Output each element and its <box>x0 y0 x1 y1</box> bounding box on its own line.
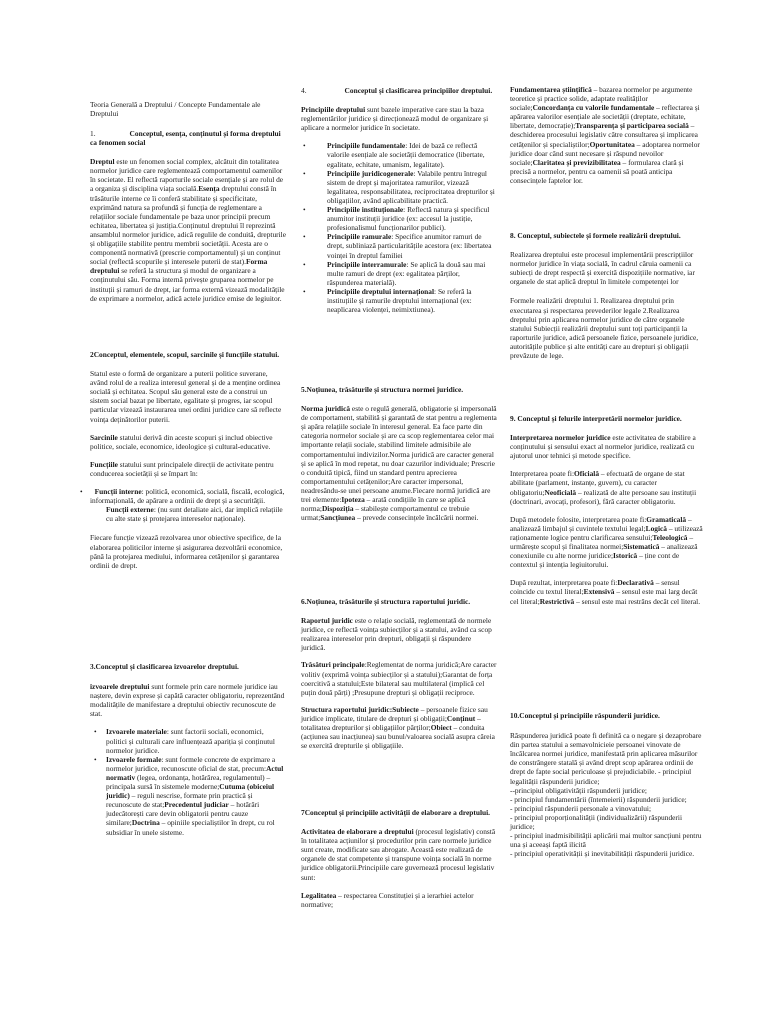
text-span: : Se aplică la două sau mai multe ramuri de drept (ex: egalitatea părților, răspunderea materială). <box>327 259 486 287</box>
term-activitatea: Activitatea de elaborare a dreptului <box>301 827 414 837</box>
section-8-heading: 8. Conceptul, subiectele și formele realizării dreptului. <box>510 231 681 240</box>
section-1-title: Conceptul, esența, conținutul și forma dreptului ca fenomen social <box>90 129 281 148</box>
section-2-heading: 2Conceptul, elementele, scopul, sarcinile și funcțiile statului. <box>90 350 280 359</box>
text-span: Fundamentarea științifică <box>510 85 592 94</box>
text-span: Sancțiunea <box>320 513 356 523</box>
text-span: Principiile instituționale <box>327 205 404 215</box>
text-span: statului derivă din aceste scopuri și includ obiective politice, sociale, economice, ideologice și cultural-educative. <box>90 432 273 451</box>
principle-line: - principiul fundamentării (întemeierii) răspunderii juridice; <box>510 794 687 804</box>
section-6-heading: 6.Noțiunea, trăsăturile și structura raportului juridic. <box>301 597 471 606</box>
section-5-paragraph <box>301 404 497 522</box>
text-span: Funcții externe <box>106 505 154 515</box>
section-1-number: 1. <box>90 129 96 138</box>
text-span: Actul normativ <box>106 763 284 782</box>
text-span: : Valabile pentru întregul sistem de drept și majoritatea ramurilor, vizează legalitatea, responsabilitatea, reciprocitatea drepturilor și obligațiilor, având aplicabilitate practică. <box>327 168 495 205</box>
section-3-paragraph <box>90 682 286 718</box>
text-span: – hotărâri judecătorești care devin obligatorii pentru cauze similare; <box>106 800 260 828</box>
text-span: Principiile fundamentale <box>327 141 406 151</box>
text-span: Trăsături principale <box>301 660 365 670</box>
text-span: Declarativă <box>617 578 654 588</box>
term-esenta: Esența <box>198 184 220 194</box>
section-5-heading: 5.Noțiunea, trăsăturile și structura normei juridice. <box>301 385 464 394</box>
text-span: • <box>303 168 306 178</box>
text-span: Ipoteza <box>341 495 365 505</box>
section-7-paragraph-1 <box>301 827 497 882</box>
section-2-paragraph-4: Fiecare funcție vizează rezolvarea unor obiective specifice, de la elaborarea politicilor interne și asigurarea dezvoltării economice, până la protejarea mediului, informarea cetățenilor și garantarea ordinii de drept. <box>90 533 283 570</box>
text-span: – arată condițiile în care se aplică norma; <box>301 495 466 514</box>
text-span: După metodele folosite, interpretarea poate fi: <box>510 514 647 524</box>
text-span: – prevede consecințele încălcării normei. <box>355 513 479 523</box>
text-span: Gramaticală <box>646 514 687 524</box>
section-8-paragraph-2: Formele realizării dreptului 1. Realizarea dreptului prin executarea și respectarea prevederilor legale 2.Realizarea dreptului prin aplicarea normelor juridice de către organele statului Subiecții realizării dreptului sunt toți participanții la raporturile juridice, adică persoanele fizice, persoanele juridice, autoritățile publice și alte entități care au drepturi și obligații prevăzute de lege. <box>510 296 699 361</box>
text-span: Teleologică <box>652 532 688 542</box>
term-izvoarele: izvoarele dreptului <box>90 682 150 692</box>
principles-list-item <box>301 169 497 205</box>
functions-list-item <box>90 505 286 523</box>
section-8 <box>510 231 706 360</box>
principle-line: --principiul obligativității răspunderii juridice; <box>510 785 647 795</box>
section-10-paragraph: Răspunderea juridică poate fi definită ca o negare și dezaprobare din partea statului a semavolnicieie persoanei vinovate de încălcarea normei juridice, manifestată prin aplicarea măsurilor de constrângere statală și având drept scop apărarea ordinii de drept de fapte social periculoase și prejudiciabile. - principiul legalității răspunderii juridice; <box>510 731 702 786</box>
term-principiile: Principiile dreptului <box>301 105 366 115</box>
text-span: • <box>303 259 306 269</box>
section-4-paragraph <box>301 105 497 132</box>
text-span: Extensivă <box>583 587 615 597</box>
text-span: Principiile interramurale <box>327 259 407 269</box>
section-7-heading: 7Conceptul și principiile activității de elaborare a dreptului. <box>301 808 491 817</box>
text-span: – reflectarea și apărarea valorilor esențiale ale societății (dreptate, echitate, libertate, democrație); <box>510 103 700 131</box>
text-span: Dispoziția <box>321 504 354 514</box>
principle-line: - principiul răspunderii personale a vinovatului; <box>510 803 651 813</box>
text-span: • <box>303 205 306 215</box>
section-3-heading: 3.Conceptul și clasificarea izvoarelor dreptului. <box>90 662 239 671</box>
section-2-paragraph-3 <box>90 460 286 478</box>
text-span: Transparența și participarea socială <box>575 121 689 131</box>
text-span: : Se referă la instituțiile și ramurile dreptului internațional (ex: neaplicarea violenței, neimixtiunea). <box>327 286 472 315</box>
text-span: : politică, economică, socială, fiscală, ecologică, informațională, de apărare a ordinii de drept și a securității. <box>90 487 285 506</box>
text-span: statului sunt principalele direcții de activitate pentru conducerea societății și se împart în: <box>90 459 274 478</box>
text-span: – sensul este mai restrâns decât cel literal. <box>574 596 701 606</box>
text-span: Sistematică <box>623 542 660 552</box>
term-forma: Forma dreptului <box>90 257 268 276</box>
text-span: – totalitatea drepturilor și obligațiilor părților; <box>301 713 481 733</box>
text-span: (procesul legislativ) constă în totalitatea acțiunilor și procedurilor prin care normele juridice sunt create, modificate sau abrogate. Această este realizată de organele de stat competente și transpune voința socială în norme juridice obligatorii.Principiile care guvernează procesul legislativ sunt: <box>301 827 496 882</box>
section-9-paragraph-2 <box>510 469 706 505</box>
text-span: – respectarea Constituției și a ierarhiei actelor normative; <box>301 890 474 909</box>
section-9-paragraph-1 <box>510 433 706 460</box>
section-2-paragraph-2 <box>90 433 286 451</box>
text-span: este o relație socială, reglementată de normele juridice, ce reflectă voința subiecților și a statului, având ca scop realizarea intereselor prin drepturi, obligații și răspundere juridică. <box>301 616 492 653</box>
text-span: Precedentul judiciar <box>164 800 229 810</box>
text-span: : Idei de bază ce reflectă valorile esențiale ale societății democratice (libertate, egalitate, echitate, umanism, legalitate). <box>327 141 485 169</box>
text-span: Principiile ramurale <box>327 232 392 242</box>
section-4 <box>301 86 497 314</box>
text-span: – sensul coincide cu textul literal; <box>510 578 680 597</box>
text-span: – analizează limbajul și cuvintele textului legal; <box>510 514 692 533</box>
text-span: – urmărește scopul și finalitatea normei; <box>510 532 694 552</box>
text-span: Logică <box>645 523 668 533</box>
text-span: După rezultat, interpretarea poate fi: <box>510 578 618 588</box>
text-span: – adoptarea normelor juridice doar când sunt necesare și răspund nevoilor sociale; <box>510 139 700 167</box>
section-9-heading: 9. Conceptul și felurile interpretării normelor juridice. <box>510 414 682 423</box>
text-span: Funcții interne <box>94 487 142 497</box>
text-span: este activitatea de stabilire a conținutului și sensului exact al normelor juridice, realizată cu ajutorul unor tehnici și metode specifice. <box>510 433 696 461</box>
text-span: Oportunitatea <box>589 139 635 149</box>
document-title: Teoria Generală a Dreptului / Concepte Fundamentale ale Dreptului <box>90 100 261 119</box>
text-span: : Reflectă natura și specificul anumitor instituții juridice (ex: accesul la justiție, profesionalismul funcționarilor publici). <box>327 205 490 233</box>
text-span: – conduita (acțiunea sau inacțiunea) sau bunul/valoarea socială asupra căreia se exercită drepturile și obligațiile. <box>301 723 495 751</box>
section-10-heading: 10.Conceptul și principiile răspunderii juridice. <box>510 711 660 720</box>
legislative-principles-paragraph <box>510 85 706 185</box>
section-4-number: 4. <box>301 86 307 95</box>
text-span: : sunt formele concrete de exprimare a normelor juridice, recunoscute oficial de stat, precum: <box>106 754 276 773</box>
section-3 <box>90 662 286 837</box>
term-functiile: Funcțiile <box>90 459 118 469</box>
section-6 <box>301 597 497 750</box>
text-span: • <box>303 141 306 151</box>
text-span: sunt formele prin care normele juridice iau naștere, devin exprese și capătă caracter obligatoriu, reprezentând modalitățile de manifestare a dreptului obiectiv recunoscute de stat. <box>90 682 285 719</box>
sources-list-item: • Izvoarele formale: sunt formele concrete de exprimare a normelor juridice, recunoscute oficial de stat, precum:Actul normativ (legea, ordonanța, hotărârea, regulamentul) – principala sursă în sistemele moderne;Cutuma (obiceiul juridic) – reguli nescrise, formate prin practică și recunoscute de stat;Precedentul judiciar – hotărâri judecătorești care devin obligatorii pentru cauze similare;Doctrina – opiniile specialiștilor în drept, cu rol subsidiar în unele sisteme. <box>94 754 284 837</box>
text-span: este o regulă generală, obligatorie și impersonală de comportament, stabilită și garantată de stat pentru a reglementa și apăra relațiile sociale în interesul general. Ea face parte din categoria normelor sociale și are ca scop reglementarea celor mai importante relații sociale, stabilind limitele admisibile ale comportamentului indivizilor.Norma juridică are caracter general și se aplică în mod repetat, nu doar cazurilor individuale; Prescrie o conduită tipică, fiind un standard pentru aprecierea comportamentului cetățenilor;Are caracter impersonal, neadresându-se unei persoane anume.Fiecare normă juridică are trei elemente: <box>301 404 497 505</box>
section-7-paragraph-2 <box>301 891 497 909</box>
section-8-paragraph-1: Realizarea dreptului este procesul implementării prescripțiilor normelor juridice în viața socială, în cadrul căruia oamenii ca subiecți de drept respectă și exercită dispozițiile normative, iar organele de stat aplică dreptul în limitele competenței lor <box>510 250 695 287</box>
text-span: sunt bazele imperative care stau la baza reglementărilor juridice și direcționează modul de organizare și aplicare a normelor juridice în societate. <box>301 105 489 133</box>
text-span: – bazarea normelor pe argumente teoretice și practice solide, adaptate realităților sociale; <box>510 85 693 113</box>
section-1-heading <box>90 129 286 147</box>
text-span: Conținut <box>446 713 476 723</box>
text-span: dreptului constă în trăsăturile interne ce îi conferă stabilitate și specificitate, exprimând natura sa profundă și funcția de reglementare a relațiilor sociale fundamentale pe baza unor principii precum echitatea, libertatea și justiția.Conținutul dreptului îl reprezintă ansamblul normelor juridice, adică regulile de conduită, drepturile și obligațiile stabilite pentru membrii societății. Acesta are o componentă normativă (prescrie comportamentul) și un conținut social (reflectă scopurile și interesele puterii de stat). <box>90 184 286 267</box>
section-10 <box>510 711 706 858</box>
text-span: Istorică <box>613 551 638 561</box>
section-9 <box>510 414 706 606</box>
section-9-paragraph-4 <box>510 578 706 605</box>
principles-list <box>301 141 497 314</box>
text-span: Legalitatea <box>301 890 337 900</box>
text-span: Interpretarea poate fi: <box>510 469 575 479</box>
section-6-paragraph-3 <box>301 705 497 750</box>
text-span: Doctrina <box>131 818 160 828</box>
text-span: – sensul este mai larg decât cel literal; <box>510 587 698 606</box>
text-span: Neoficială <box>544 487 577 497</box>
principles-list-item <box>301 287 497 314</box>
text-span: :Subiecte <box>389 704 419 714</box>
text-span: Obiect <box>430 723 452 733</box>
text-span: Restrictivă <box>539 596 575 606</box>
principle-line: - principiul inadmisibilității aplicării mai multor sancțiuni pentru una și aceeași faptă ilicită <box>510 831 702 850</box>
text-span: – realizată de alte persoane sau instituții (doctrinari, avocați, profesori), fără caracter obligatoriu. <box>510 487 697 506</box>
sources-list <box>90 727 286 836</box>
section-1-paragraph <box>90 157 286 303</box>
section-6-paragraph-2 <box>301 660 497 696</box>
text-span: Cutuma (obiceiul juridic) <box>106 782 275 801</box>
document-title-block <box>90 100 286 118</box>
term-raportul: Raportul juridic <box>301 616 353 626</box>
text-span: este un fenomen social complex, alcătuit din totalitatea normelor juridice care reglementează comportamentul oamenilor în societate. El reflectă raporturile sociale esențiale și are rolul de a organiza și disciplina viața socială. <box>90 157 284 194</box>
section-6-paragraph-1 <box>301 616 497 652</box>
term-dreptul: Dreptul <box>90 157 115 167</box>
text-span: Concordanța cu valorile fundamentale <box>532 103 655 113</box>
principles-list-item <box>301 141 497 168</box>
functions-list-item: • Funcții interne: politică, economică, socială, fiscală, ecologică, informațională, de apărare a ordinii de drept și a securității. <box>80 487 285 506</box>
principle-line: - principiul proporționalității (individualizării) răspunderii juridice; <box>510 812 682 832</box>
text-span: Structura raportului juridic <box>301 704 390 714</box>
text-span: – opiniile specialiștilor în drept, cu rol subsidiar în unele sisteme. <box>106 818 275 837</box>
text-span: (legea, ordonanța, hotărârea, regulamentul) – principala sursă în sistemele moderne; <box>106 772 271 792</box>
text-span: – stabilește comportamentul ce trebuie urmat; <box>301 504 470 523</box>
text-span: : sunt factorii sociali, economici, politici și culturali care influențează apariția și conținutul normelor juridice. <box>106 727 275 755</box>
text-span: • <box>303 232 306 242</box>
text-span: : Specifice anumitor ramuri de drept, subliniază particularitățile acestora (ex: libertatea voinței în dreptul familiei <box>327 232 492 260</box>
text-span: :Reglementat de norma juridică;Are caracter volitiv (exprimă voința subiecților și a statului);Garantat de forța coercitivă a statului;Este bilateral sau multilateral (implică cel puțin două părți) ;Presupune drepturi și obligații reciproce. <box>301 660 497 697</box>
section-5 <box>301 385 497 522</box>
principles-list-item <box>301 205 497 232</box>
section-4-heading <box>301 86 497 95</box>
text-span: Izvoarele materiale <box>106 727 167 737</box>
text-span: Principiile dreptului internațional <box>327 286 435 296</box>
text-span: Oficială <box>574 469 600 479</box>
text-span: – formularea clară și precisă a normelor, pentru ca oamenii să poată anticipa consecințele faptelor lor. <box>510 157 684 185</box>
text-span: – persoanele fizice sau juridice implicate, titulare de drepturi și obligații; <box>301 704 488 723</box>
text-span: – efectuată de organe de stat abilitate (parlament, instanțe, guvern), cu caracter obligatoriu; <box>510 469 685 497</box>
text-span: : (nu sunt detaliate aici, dar implică relațiile cu alte state și protejarea intereselor naționale). <box>106 505 283 524</box>
section-4-title: Conceptul și clasificarea principiilor dreptului. <box>344 86 493 95</box>
text-span: Claritatea și previzibilitatea <box>532 157 621 167</box>
section-7-continuation <box>510 85 706 185</box>
section-7 <box>301 808 497 909</box>
text-span: Principiile juridicogenerale <box>327 168 414 178</box>
section-1 <box>90 129 286 303</box>
principles-list-item <box>301 260 497 287</box>
text-span: – reguli nescrise, formate prin practică și recunoscute de stat; <box>106 791 253 810</box>
functions-list <box>80 487 286 524</box>
section-2-paragraph-1: Statul este o formă de organizare a puterii politice suverane, având rolul de a realiza interesul general și de a menține ordinea socială și echitatea. Scopul său general este de a construi un sistem social bazat pe libertate, egalitate și progres, iar scopul particular vizează instaurarea unei ordini juridice care să reflecte voința deținătorilor puterii. <box>90 369 282 424</box>
term-interpretarea: Interpretarea normelor juridice <box>510 433 611 443</box>
sources-list-item: • Izvoarele materiale: sunt factorii sociali, economici, politici și culturali care influențează apariția și conținutul normelor juridice. <box>94 727 275 755</box>
text-span: se referă la structura și modul de organizare a conținutului său. Forma internă privește gruparea normelor pe instituții și ramuri de drept, iar forma externă vizează modalitățile de exprimare a normelor, adică actele juridice emise de legiuitor. <box>90 266 285 303</box>
section-2 <box>80 350 286 570</box>
text-span: – ține cont de contextul și intenția legiuitorului. <box>510 551 680 570</box>
principles-list-item <box>301 232 497 259</box>
term-norma: Norma juridică <box>301 404 351 414</box>
principle-line: - principiul operativității și inevitabilității răspunderii juridice. <box>510 849 695 859</box>
text-span: – deschiderea procesului legislativ către consultarea și implicarea cetățenilor și specialiștilor; <box>510 121 698 149</box>
text-span: – analizează conexiunile cu alte norme juridice; <box>510 542 698 561</box>
text-span: • <box>303 286 306 296</box>
section-9-paragraph-3 <box>510 515 706 570</box>
text-span: Izvoarele formale <box>106 754 162 764</box>
term-sarcinile: Sarcinile <box>90 432 118 442</box>
text-span: – utilizează raționamente logice pentru clarificarea sensului; <box>510 523 703 542</box>
